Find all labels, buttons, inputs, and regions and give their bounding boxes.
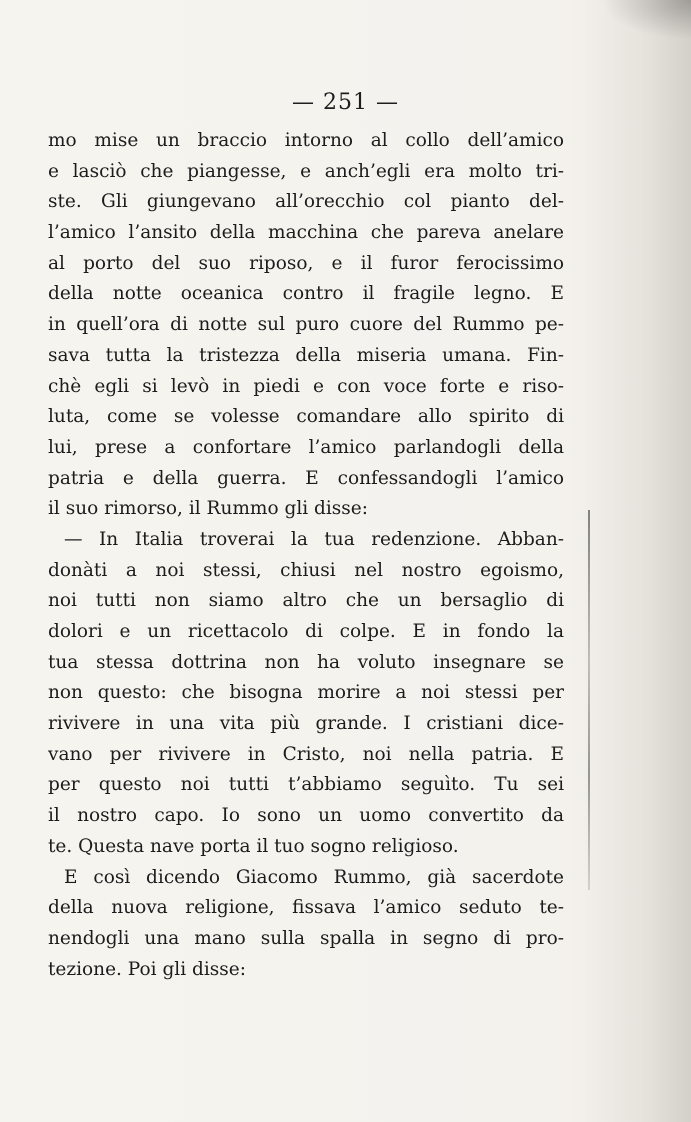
text-line: — In Italia troverai la tua redenzione. Abban- bbox=[64, 528, 564, 550]
text-line: mo mise un braccio intorno al collo dell’amico bbox=[48, 130, 564, 151]
text-line: al porto del suo riposo, e il furor ferocissimo bbox=[48, 252, 564, 274]
page-number: — 251 — bbox=[292, 90, 399, 115]
text-line: e lasciò che piangesse, e anch’egli era molto tri- bbox=[48, 160, 564, 182]
text-line: dolori e un ricettacolo di colpe. E in fondo la bbox=[48, 621, 564, 642]
text-line: E così dicendo Giacomo Rummo, già sacerdote bbox=[64, 866, 564, 888]
paragraph-3 bbox=[48, 863, 564, 986]
page-corner-stain bbox=[601, 0, 691, 40]
text-line: nendogli una mano sulla spalla in segno di pro- bbox=[48, 927, 564, 949]
paragraph-1 bbox=[48, 126, 564, 525]
text-line: te. Questa nave porta il tuo sogno religioso. bbox=[48, 835, 459, 857]
text-line: lui, prese a confortare l’amico parlandogli della bbox=[48, 436, 564, 458]
text-line: chè egli si levò in piedi e con voce forte e riso- bbox=[48, 375, 564, 397]
text-line: il nostro capo. Io sono un uomo convertito da bbox=[48, 805, 564, 827]
text-line: noi tutti non siamo altro che un bersaglio di bbox=[48, 590, 564, 612]
text-line: luta, come se volesse comandare allo spirito di bbox=[48, 406, 564, 428]
text-line: sava tutta la tristezza della miseria umana. Fin- bbox=[48, 344, 564, 366]
text-line: della notte oceanica contro il fragile legno. E bbox=[48, 283, 564, 305]
body-text bbox=[48, 126, 564, 985]
text-line: della nuova religione, fissava l’amico seduto te- bbox=[48, 897, 564, 919]
text-line: l’amico l’ansito della macchina che pareva anelare bbox=[48, 222, 564, 244]
paragraph-2 bbox=[48, 525, 564, 863]
margin-pencil-mark bbox=[588, 510, 590, 890]
text-line: patria e della guerra. E confessandogli l’amico bbox=[48, 467, 564, 489]
text-line: per questo noi tutti t’abbiamo seguìto. Tu sei bbox=[48, 774, 564, 796]
text-line: vano per rivivere in Cristo, noi nella patria. E bbox=[48, 743, 564, 765]
text-line: ste. Gli giungevano all’orecchio col pianto del- bbox=[48, 191, 564, 213]
text-line: in quell’ora di notte sul puro cuore del Rummo pe- bbox=[48, 314, 564, 336]
text-line: tezione. Poi gli disse: bbox=[48, 958, 246, 980]
text-line: donàti a noi stessi, chiusi nel nostro egoismo, bbox=[48, 559, 564, 581]
text-line: non questo: che bisogna morire a noi stessi per bbox=[48, 682, 564, 704]
text-line: tua stessa dottrina non ha voluto insegnare se bbox=[48, 651, 564, 673]
page-gutter-shadow bbox=[581, 0, 691, 1122]
text-line: rivivere in una vita più grande. I cristiani dice- bbox=[48, 713, 564, 735]
text-line: il suo rimorso, il Rummo gli disse: bbox=[48, 498, 368, 520]
